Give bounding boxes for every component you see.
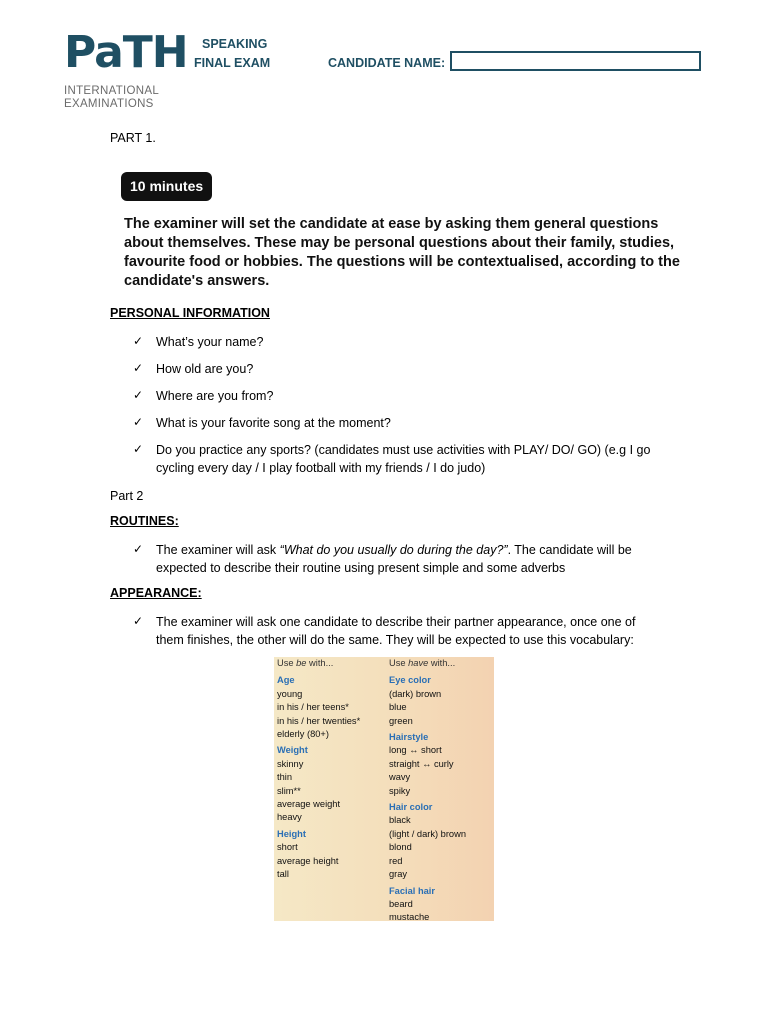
vocab-word: beard (389, 898, 413, 909)
check-icon: ✓ (133, 415, 144, 429)
list-item: What’s your name? (156, 335, 264, 349)
vocab-heading: Height (277, 828, 306, 839)
vocab-right-title-pre: Use (389, 658, 409, 668)
check-icon: ✓ (133, 442, 144, 456)
vocab-word: spiky (389, 785, 411, 796)
list-item: Where are you from? (156, 389, 274, 403)
part2-label: Part 2 (110, 489, 144, 503)
check-icon: ✓ (133, 542, 144, 556)
part1-intro: The examiner will set the candidate at ease by asking them general questions about themselves. These may be personal questions about their family, studies, favourite food or hobbies. The questions will be contextualised, according to the candidate's answers. (124, 216, 680, 289)
vocab-heading: Age (277, 675, 295, 686)
vocab-right-title-verb: have (408, 658, 429, 668)
vocab-right-column (389, 657, 466, 925)
vocab-word: average weight (277, 799, 341, 810)
list-item: What is your favorite song at the moment? (156, 416, 391, 430)
appearance-item: The examiner will ask one candidate to describe their partner appearance, once one of them finishes, the other will do the same. They will be expected to use this vocabulary: (156, 615, 636, 647)
vocab-word: short (277, 842, 298, 853)
vocab-word: (light / dark) brown (389, 828, 466, 839)
vocab-word: long ↔ short (389, 745, 442, 756)
vocab-left-title-pre: Use (277, 658, 297, 668)
vocab-heading: Hairstyle (389, 732, 429, 743)
time-badge: 10 minutes (121, 172, 212, 201)
vocab-word: (dark) brown (389, 688, 442, 699)
check-icon: ✓ (133, 614, 144, 628)
vocab-left-title-verb: be (296, 658, 307, 668)
vocab-heading: Facial hair (389, 885, 435, 896)
vocab-left-title-post: with... (306, 658, 334, 668)
vocab-left-column (277, 657, 360, 882)
list-item: How old are you? (156, 362, 254, 376)
vocab-word: average height (277, 855, 339, 866)
vocab-heading: Hair color (389, 802, 433, 813)
routines-text-post: . The candidate will be expected to describe their routine using present simple and some adverbs (156, 543, 632, 575)
candidate-name-field[interactable] (450, 51, 701, 71)
vocab-word: slim** (277, 785, 301, 796)
check-icon: ✓ (133, 334, 144, 348)
routines-question: “What do you usually do during the day?” (279, 543, 508, 557)
vocab-right-title (389, 657, 466, 670)
vocab-word: skinny (277, 758, 304, 769)
routines-heading: ROUTINES: (110, 514, 179, 528)
vocab-word: straight ↔ curly (389, 758, 454, 769)
vocab-word: in his / her teens* (277, 702, 349, 713)
speaking-label: SPEAKING (202, 37, 268, 51)
vocab-word: in his / her twenties* (277, 715, 361, 726)
vocab-word: blond (389, 842, 412, 853)
part1-label: PART 1. (110, 131, 156, 145)
logo-subtitle (64, 85, 159, 111)
routines-item (156, 541, 661, 577)
vocab-word: heavy (277, 812, 302, 823)
candidate-name-label: CANDIDATE NAME: (328, 56, 446, 70)
vocab-word: tall (277, 869, 289, 880)
vocab-word: green (389, 715, 413, 726)
vocab-word: thin (277, 772, 292, 783)
check-icon: ✓ (133, 388, 144, 402)
logo-sub-line-1: INTERNATIONAL (64, 85, 160, 97)
path-logo: PaTH (64, 27, 188, 78)
routines-text-pre: The examiner will ask (156, 543, 280, 557)
vocab-word: blue (389, 702, 407, 713)
vocab-word: elderly (80+) (277, 729, 329, 740)
vocab-word: red (389, 855, 403, 866)
vocab-word: mustache (389, 912, 430, 923)
check-icon: ✓ (133, 361, 144, 375)
logo-sub-line-2: EXAMINATIONS (64, 98, 154, 110)
vocab-left-title (277, 657, 360, 670)
appearance-heading: APPEARANCE: (110, 586, 202, 600)
vocab-heading: Eye color (389, 675, 431, 686)
vocab-word: gray (389, 869, 408, 880)
list-item: Do you practice any sports? (candidates must use activities with PLAY/ DO/ GO) (e.g I go cycling every day / I play football with my friends / I do judo) (156, 443, 651, 475)
personal-info-heading: PERSONAL INFORMATION (110, 306, 270, 320)
vocab-heading: Weight (277, 745, 308, 756)
vocabulary-table (274, 657, 494, 921)
vocab-word: black (389, 815, 411, 826)
final-exam-label: FINAL EXAM (194, 56, 271, 70)
vocab-word: young (277, 688, 303, 699)
vocab-right-title-post: with... (428, 658, 456, 668)
vocab-word: wavy (389, 772, 411, 783)
